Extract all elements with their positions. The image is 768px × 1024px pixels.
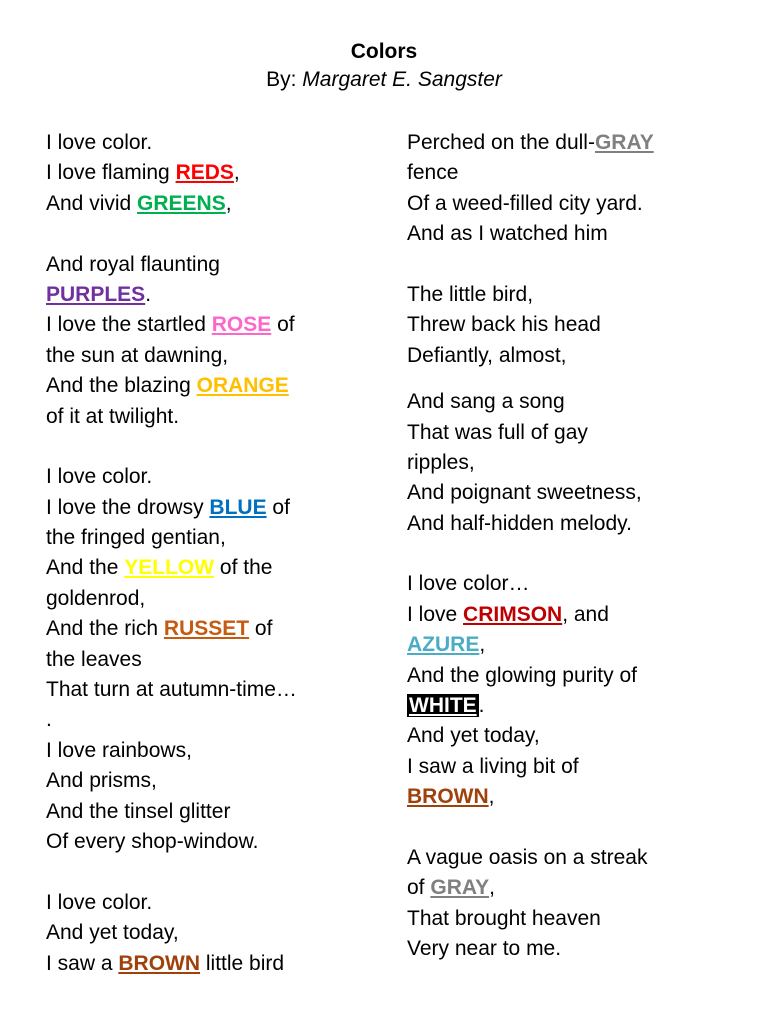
poem-line: [407, 158, 747, 188]
line-text: of it at twilight.: [46, 404, 180, 428]
line-text: And sang a song: [407, 390, 565, 414]
poem-line: [46, 675, 366, 705]
line-text: And vivid: [46, 191, 138, 215]
poem-line: [407, 341, 747, 371]
color-word-brown: BROWN: [407, 785, 489, 809]
line-text: Perched on the dull-: [407, 131, 595, 154]
poem-line: [407, 219, 747, 249]
poem-line: [46, 766, 366, 796]
poem-line: [407, 280, 747, 310]
line-text: A vague oasis on a streak: [407, 845, 648, 869]
poem-line: [407, 448, 747, 478]
color-word-rose: ROSE: [211, 313, 272, 337]
author-name: Margaret E. Sangster: [302, 68, 502, 91]
line-text: little bird: [200, 951, 285, 975]
line-text: of the: [214, 556, 273, 580]
color-word-blue: BLUE: [209, 495, 267, 519]
line-text: the sun at dawning,: [46, 343, 229, 367]
color-word-yellow: YELLOW: [124, 556, 215, 580]
line-text: ,: [488, 785, 495, 809]
line-text: Of every shop-window.: [46, 829, 259, 853]
line-text: I love color.: [46, 890, 153, 914]
poem-line: [46, 797, 366, 827]
line-text: of: [407, 876, 431, 900]
color-word-orange: ORANGE: [196, 374, 289, 398]
poem-line: [46, 280, 366, 310]
poem-line: [46, 462, 366, 492]
line-text: I love the startled: [46, 313, 212, 337]
line-text: And the glowing purity of: [407, 663, 637, 687]
line-text: Of a weed-filled city yard.: [407, 191, 643, 215]
line-text: And half-hidden melody.: [407, 511, 632, 535]
line-text: And the: [46, 556, 125, 580]
poem-line: [46, 402, 366, 432]
stanza-break: [46, 432, 366, 462]
line-text: Threw back his head: [407, 313, 601, 337]
line-text: And yet today,: [407, 724, 540, 748]
poem-header: [0, 38, 768, 94]
poem-line: [46, 371, 366, 401]
line-text: ,: [225, 191, 232, 215]
color-word-russet: RUSSET: [163, 617, 250, 641]
line-text: the leaves: [46, 647, 142, 671]
line-text: I saw a living bit of: [407, 754, 579, 778]
stanza-break: [407, 813, 747, 843]
stanza-break: [46, 219, 366, 249]
poem-line: [407, 418, 747, 448]
line-text: And prisms,: [46, 769, 157, 793]
color-word-red: REDS: [175, 161, 234, 185]
poem-line: [407, 843, 747, 873]
poem-line: [407, 873, 747, 903]
line-text: I love the drowsy: [46, 495, 210, 519]
line-text: ,: [479, 633, 486, 657]
line-text: And the blazing: [46, 374, 197, 398]
poem-line: [46, 736, 366, 766]
line-text: And the rich: [46, 617, 164, 641]
line-text: I saw a: [46, 951, 119, 975]
poem-line: [407, 782, 747, 812]
poem-line: [46, 584, 366, 614]
poem-line: [46, 250, 366, 280]
poem-line: [46, 128, 366, 158]
poem-line: [46, 553, 366, 583]
line-text: , and: [562, 602, 609, 626]
poem-line: [46, 341, 366, 371]
poem-column-right: [407, 128, 747, 965]
poem-column-left: [46, 128, 366, 979]
line-text: I love color.: [46, 131, 153, 154]
poem-line: [407, 189, 747, 219]
line-text: of: [271, 313, 295, 337]
poem-line: [407, 128, 747, 158]
line-text: Very near to me.: [407, 937, 562, 961]
line-text: And the tinsel glitter: [46, 799, 231, 823]
stanza-break: [46, 857, 366, 887]
line-text: I love rainbows,: [46, 738, 192, 762]
poem-line: [407, 387, 747, 417]
poem-line: [407, 691, 747, 721]
line-text: I love color.: [46, 465, 153, 489]
line-text: goldenrod,: [46, 586, 146, 610]
poem-line: [46, 705, 366, 735]
poem-line: [407, 600, 747, 630]
line-text: That was full of gay: [407, 420, 588, 444]
poem-line: [407, 310, 747, 340]
poem-line: [46, 645, 366, 675]
line-text: The little bird,: [407, 282, 534, 306]
line-text: of: [249, 617, 273, 641]
poem-line: [407, 721, 747, 751]
line-text: .: [46, 708, 52, 732]
color-word-azure: AZURE: [407, 633, 480, 657]
color-word-purple: PURPLES: [46, 282, 146, 306]
line-text: fence: [407, 161, 459, 185]
line-text: And poignant sweetness,: [407, 481, 642, 505]
color-word-gray: GRAY: [594, 131, 654, 154]
poem-line: [46, 158, 366, 188]
poem-line: [407, 569, 747, 599]
poem-line: [407, 630, 747, 660]
poem-line: [46, 523, 366, 553]
line-text: I love color…: [407, 572, 530, 596]
line-text: That brought heaven: [407, 906, 601, 930]
line-text: Defiantly, almost,: [407, 343, 567, 367]
poem-line: [46, 888, 366, 918]
line-text: That turn at autumn-time…: [46, 678, 297, 702]
line-text: I love: [407, 602, 464, 626]
poem-line: [46, 949, 366, 979]
byline-prefix: By:: [266, 68, 303, 91]
color-word-white: WHITE: [409, 694, 477, 718]
line-text: And as I watched him: [407, 222, 608, 246]
color-word-gray: GRAY: [430, 876, 490, 900]
color-word-brown: BROWN: [118, 951, 201, 975]
stanza-break: [407, 250, 747, 280]
poem-line: [46, 310, 366, 340]
poem-line: [407, 904, 747, 934]
line-text: ,: [233, 161, 240, 185]
poem-line: [46, 827, 366, 857]
line-text: ,: [489, 876, 495, 900]
stanza-break: [407, 371, 747, 387]
line-text: And yet today,: [46, 921, 179, 945]
poem-title: Colors: [350, 40, 418, 63]
poem-byline: [0, 66, 768, 94]
poem-line: [407, 934, 747, 964]
color-word-crimson: CRIMSON: [463, 602, 563, 626]
poem-line: [407, 752, 747, 782]
line-text: .: [145, 282, 152, 306]
poem-line: [46, 493, 366, 523]
color-word-green: GREENS: [137, 191, 226, 215]
poem-line: [407, 509, 747, 539]
line-text: of: [266, 495, 290, 519]
line-text: And royal flaunting: [46, 252, 220, 276]
poem-line: [46, 614, 366, 644]
poem-line: [46, 189, 366, 219]
line-text: .: [478, 694, 485, 718]
poem-line: [407, 478, 747, 508]
line-text: I love flaming: [46, 161, 176, 185]
line-text: ripples,: [407, 450, 475, 474]
line-text: the fringed gentian,: [46, 526, 226, 550]
poem-line: [46, 918, 366, 948]
poem-line: [407, 661, 747, 691]
stanza-break: [407, 539, 747, 569]
